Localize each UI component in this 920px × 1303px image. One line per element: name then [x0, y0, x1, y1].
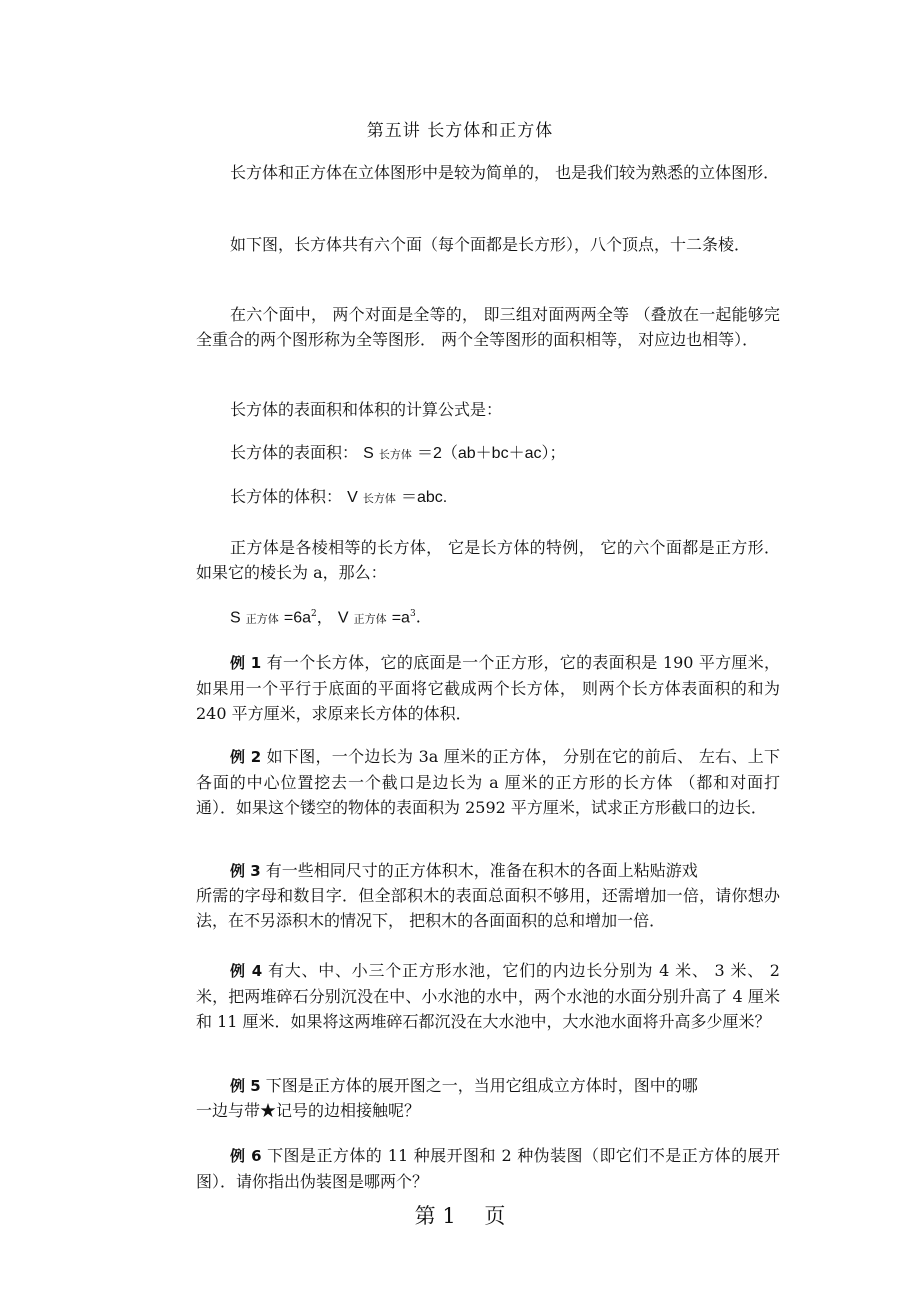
example-5-line1: 下图是正方体的展开图之一，当用它组成立方体时，图中的哪 [260, 1076, 698, 1095]
formula-cube [196, 602, 780, 631]
formula-volume-v: V [347, 489, 358, 506]
formula-cube-f2: =a [391, 609, 410, 627]
example-5 [196, 1073, 780, 1099]
paragraph-cube: 正方体是各棱相等的长方体， 它是长方体的特例， 它的六个面都是正方形．如果它的棱长为 a，那么： [196, 538, 780, 582]
paragraph-congruent: 在六个面中， 两个对面是全等的， 即三组对面两两全等 （叠放在一起能够完全重合的两个图形称为全等图形． 两个全等图形的面积相等， 对应边也相等）． [196, 305, 780, 349]
formula-cube-sep: ， [316, 607, 333, 627]
paragraph-faces: 如下图，长方体共有六个面（每个面都是长方形），八个顶点，十二条棱． [230, 235, 751, 254]
formula-cube-sub1: 正方体 [245, 612, 279, 626]
footer-number: 1 [442, 1204, 456, 1228]
page-number-footer [0, 1200, 920, 1230]
example-3-continued: 所需的字母和数目字．但全部积木的表面总面积不够用，还需增加一倍，请你想办法，在不另添积木的情况下， 把积木的各面面积的总和增加一倍． [196, 886, 780, 930]
example-4-text: 有大、中、小三个正方形水池，它们的内边长分别为 4 米、 3 米、 2 米，把两堆碎石分别沉没在中、小水池的水中，两个水池的水面分别升高了 4 厘米和 11 厘米．如果将这两堆碎石都沉没在大水池中，大水池水面将升高多少厘米？ [196, 961, 780, 1031]
example-5-label: 例 5 [230, 1077, 261, 1095]
formula-cube-sub2: 正方体 [353, 612, 387, 626]
formula-cube-v: V [337, 609, 349, 627]
formula-surface-expr: ＝2（ab＋bc＋ac）； [416, 445, 566, 462]
formula-volume [196, 484, 780, 511]
example-4 [196, 958, 780, 1034]
example-6 [196, 1143, 780, 1194]
example-5-continued: 一边与带★记号的边相接触呢？ [196, 1101, 421, 1120]
formula-volume-sub: 长方体 [362, 492, 396, 505]
formula-cube-sup1: 2 [311, 609, 317, 619]
example-2 [196, 744, 780, 820]
formula-volume-expr: ＝abc. [400, 489, 448, 506]
formula-surface-s: S [363, 445, 374, 462]
formula-cube-sup2: 3 [409, 609, 416, 619]
paragraph-intro: 长方体和正方体在立体图形中是较为简单的， 也是我们较为熟悉的立体图形． [230, 163, 780, 182]
example-6-label: 例 6 [230, 1147, 262, 1165]
example-6-text: 下图是正方体的 11 种展开图和 2 种伪装图（即它们不是正方体的展开图）．请你指出伪装图是哪两个？ [196, 1146, 780, 1191]
example-2-text: 如下图，一个边长为 3a 厘米的正方体， 分别在它的前后、 左右、上下各面的中心位置挖去一个截口是边长为 a 厘米的正方形的长方体 （都和对面打通）．如果这个镂空的物体的表面积为 2592 平方厘米，试求正方形截口的边长． [196, 747, 780, 817]
footer-suffix: 页 [484, 1204, 506, 1228]
example-1-label: 例 1 [230, 654, 262, 672]
formula-cube-end: . [415, 607, 421, 627]
example-1 [196, 650, 780, 726]
formula-cube-s: S [230, 609, 241, 627]
example-4-label: 例 4 [230, 962, 263, 980]
page-title: 第五讲 长方体和正方体 [366, 121, 554, 141]
example-2-label: 例 2 [230, 748, 262, 766]
example-1-text: 有一个长方体，它的底面是一个正方形，它的表面积是 190 平方厘米，如果用一个平行于底面的平面将它截成两个长方体， 则两个长方体表面积的和为 240 平方厘米，求原来长方体的体积． [196, 653, 780, 723]
example-3 [196, 858, 780, 884]
formula-cube-f1: =6a [283, 609, 311, 627]
paragraph-formula-intro: 长方体的表面积和体积的计算公式是： [230, 400, 503, 419]
formula-surface-area [196, 440, 780, 467]
formula-surface-label: 长方体的表面积： [230, 443, 359, 462]
example-3-label: 例 3 [230, 862, 261, 880]
formula-surface-sub: 长方体 [378, 448, 412, 461]
formula-volume-label: 长方体的体积： [230, 487, 343, 506]
example-3-line1: 有一些相同尺寸的正方体积木，准备在积木的各面上粘贴游戏 [260, 861, 698, 880]
footer-prefix: 第 [414, 1204, 436, 1228]
